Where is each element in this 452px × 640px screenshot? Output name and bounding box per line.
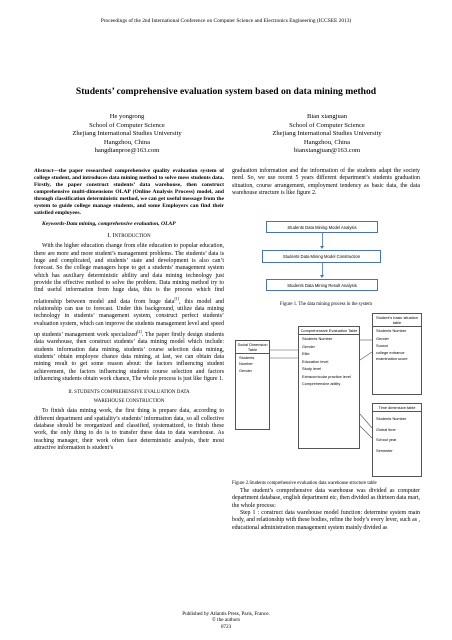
table-row: Students Number: [376, 416, 407, 421]
table-row: Study level: [302, 366, 322, 371]
data-mart-paragraph: The student’s comprehensive data warehouse was divided as computer department database, english department etc, then divided as thirteen data mart, the whole process:: [232, 488, 420, 509]
warehouse-paragraph: To finish data mining work, the first thing is prepare data, according to different department and spatiality’s students’ information data, so all collective database should be reorganized and classified, systematized, to finish these work, the only thing to do is to transfer these data to data warehouse. As teaching manager, their work often face deterministic analysis, their most attractive information is student’s: [34, 408, 224, 451]
abstract-lead: Abstract: [34, 168, 54, 174]
table-title: Comprehensive Evaluation Table: [300, 328, 358, 333]
page-number: 0723: [220, 623, 232, 630]
table-row: college entrance: [376, 349, 405, 355]
author-dept: School of Computer Science: [289, 121, 365, 129]
section-subheading-warehouse: WAREHOUSE CONSTRUCTION: [93, 398, 165, 404]
proceedings-header: Proceedings of the 2nd International Conference on Computer Science and Electronics Engineering (ICCSEE 2013): [100, 18, 352, 24]
table-row: Elite: [302, 351, 310, 356]
table-row: Students Number: [376, 328, 407, 333]
time-dimension-table: [372, 403, 422, 477]
student-basic-situation-table: [372, 313, 422, 395]
author-city: Hangzhou, China: [303, 138, 351, 146]
table-title: Time dimension table: [373, 404, 421, 412]
intro-paragraph: With the higher education change from elite education to popular education, there are more and more student’s management problems. The students’ data is huge and complicated, and students’ state and development is also can’t forecast. So the college managers hope to get a students’ management system which has auxiliary deterministic ability and data mining technology just provide the effective method to solve the problem. Data mining method try to find useful information from huge data, this is the process which find relationship between model and data from huge data[1], this model and relationship can use to forecast. Under this background, utilize data mining technology in students’ management system, construct perfect students’ evaluation system, which can improve the students management level and speed up students’ management work specialized[2]. The paper firstly design students data warehouse, then construct students’ data mining model which include: students information data mining, students’ course selection data mining, students’ obtain employee chance data mining, at last, we can obtain data mining result to get some reason about: the factors influencing student achievement, the factors influencing students course selection and factors influencing students obtain work chance, The whole process is just like figure 1.: [34, 243, 224, 383]
social-dimension-table: [235, 340, 270, 430]
table-row: Gender: [239, 368, 252, 373]
copyright-line: © the authors: [211, 617, 241, 624]
table-row: Extracurricular practice level: [302, 373, 351, 379]
author-city: Hangzhou, China: [103, 138, 151, 146]
author-org: Zhejiang International Studies University: [272, 130, 382, 138]
table-row: Students Number: [302, 336, 333, 341]
table-title: Student’s basic situation table: [373, 314, 421, 327]
table-title: Social Dimension Table: [237, 342, 268, 352]
paper-title: Students’ comprehensive evaluation system based on data mining method: [75, 86, 377, 97]
table-row: Semester: [376, 447, 393, 453]
flow-step-1: Students Data Mining Model Analysis: [266, 221, 378, 233]
table-row: Gender: [302, 343, 315, 349]
flow-step-2: Students Data Mining Model Construction: [262, 250, 381, 263]
section-heading-warehouse: II. STUDENTS COMPREHENSIVE EVALUATION DATA: [68, 390, 190, 396]
author-dept: School of Computer Science: [89, 121, 165, 129]
table-row: examination score: [376, 356, 408, 362]
table-row: School year: [376, 437, 397, 442]
citation-2: [2]: [137, 329, 142, 335]
table-row: Source: [376, 343, 389, 348]
comprehensive-evaluation-table: [298, 326, 360, 449]
abstract-body: —the paper researched comprehensive quality evaluation system of college student, and introduces data mining method to solve mess students data. Firstly, the paper construct students’ data warehouse, then construct comprehensive multi-dimensions OLAP (Online Analysis Process) model, and through classification deterministic method, we can get useful message from the system to guide college manage students, and some Employers can find their satisfied employees.: [34, 168, 224, 216]
page-footer: [0, 611, 452, 630]
author-email: hangdianproe@163.com: [94, 147, 160, 155]
right-column-bottom: [232, 488, 420, 532]
author-email: bianxiangjuan@163.com: [293, 147, 361, 155]
figure-1-caption: Figure 1. The data mining process in the system: [280, 302, 372, 307]
table-row: Comprehensive ability: [302, 380, 341, 386]
table-row: Gender: [376, 335, 389, 341]
citation-1: [1]: [174, 295, 180, 301]
table-row: Education level: [302, 358, 329, 364]
warehouse-paragraph-cont: graduation information and the information of the students adapt the society need. So, we use recent 5 years different department’s students graduation situation, course arrangement, employment tendency as basic data, the data warehouse structure is like figure 2.: [232, 168, 420, 197]
step-1-paragraph: Step 1 : construct data warehouse model function: determine system main body, and relationship with these bodies, refine the body’s every lever, such as , educational administration management system mainly divided as: [232, 510, 420, 531]
author-name: He yongrong: [109, 113, 145, 120]
figure-2-caption: Figure 2.Students comprehensive evaluation data warehouse structure table: [232, 481, 377, 486]
author-name: Bian xiangjuan: [306, 113, 348, 120]
publisher-line: Published by Atlantis Press, Paris, France.: [182, 611, 270, 617]
flow-step-3: Students Data Mining Result Analysis: [266, 279, 378, 291]
author-org: Zhejiang International Studies University: [72, 130, 182, 138]
section-heading-introduction: I. INTRODUCTION: [107, 232, 151, 239]
table-row: Global time: [376, 426, 396, 432]
table-row: Students Number: [239, 355, 255, 366]
keywords: Keywords-Data mining, comprehensive evaluation, OLAP: [42, 221, 176, 227]
